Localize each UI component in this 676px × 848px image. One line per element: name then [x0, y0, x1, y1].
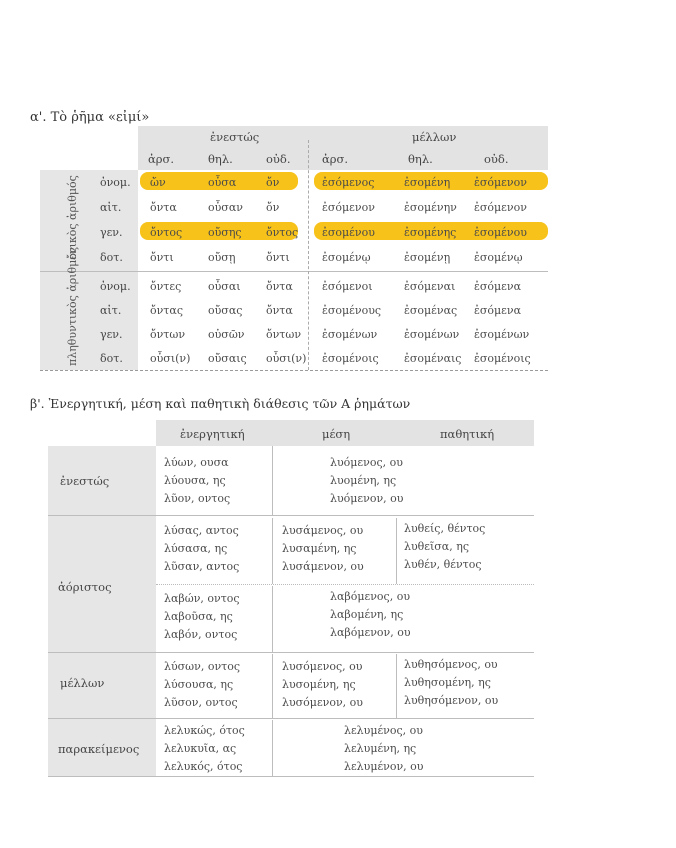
form-cell: λῦον, οντος	[164, 492, 231, 505]
form-cell: ἐσομένοις	[474, 352, 531, 365]
singular-label: ἑνικὸς ἀριθμός	[66, 175, 79, 260]
form-cell: ὤν	[150, 176, 166, 189]
case-label: αἰτ.	[100, 304, 122, 317]
form-cell: ἐσομένους	[322, 304, 382, 317]
form-cell: ἐσόμενα	[474, 304, 521, 317]
number-divider	[40, 271, 548, 272]
gender-header: ἀρσ.	[148, 152, 175, 166]
form-cell: λυσαμένη, ης	[282, 542, 357, 555]
form-cell: λύσασα, ης	[164, 542, 228, 555]
form-cell: λυσάμενον, ου	[282, 560, 364, 573]
form-cell: λυθείς, θέντος	[404, 522, 486, 535]
form-cell: ἐσομένοις	[322, 352, 379, 365]
form-cell: ἐσομένας	[404, 304, 458, 317]
form-cell: λυόμενον, ου	[330, 492, 404, 505]
present-header: ἐνεστώς	[210, 130, 260, 144]
form-cell: λυσάμενος, ου	[282, 524, 364, 537]
col-divider	[396, 518, 397, 584]
table-bottom-rule	[40, 370, 548, 371]
form-cell: ἐσομένου	[474, 226, 527, 239]
case-label: δοτ.	[100, 352, 123, 365]
form-cell: λελυμένος, ου	[344, 724, 423, 737]
form-cell: ἐσομένων	[404, 328, 460, 341]
case-label: ὀνομ.	[100, 280, 131, 293]
active-header: ἐνεργητική	[180, 427, 245, 441]
row-divider	[48, 718, 534, 719]
form-cell: ἐσόμεναι	[404, 280, 456, 293]
form-cell: ὄντας	[150, 304, 183, 317]
plural-label: πληθυντικὸς ἀριθμός	[66, 246, 79, 366]
form-cell: οὖσαν	[208, 201, 243, 214]
col-divider	[272, 518, 273, 584]
form-cell: ὄντος	[150, 226, 183, 239]
form-cell: ὄντος	[266, 226, 299, 239]
form-cell: οὔσαις	[208, 352, 247, 365]
form-cell: λύσας, αντος	[164, 524, 239, 537]
form-cell: ἐσομένης	[404, 226, 457, 239]
tense-perfect-label: παρακείμενος	[58, 742, 140, 756]
future-header: μέλλων	[412, 130, 457, 144]
form-cell: οὖσα	[208, 176, 237, 189]
form-cell: ἐσομένῳ	[322, 251, 371, 264]
form-cell: λαβών, οντος	[164, 592, 240, 605]
form-cell: ὄντα	[266, 280, 293, 293]
form-cell: ἐσομένῳ	[474, 251, 523, 264]
form-cell: λυσόμενον, ου	[282, 696, 363, 709]
form-cell: λαβοῦσα, ης	[164, 610, 233, 623]
form-cell: λελυμένη, ης	[344, 742, 417, 755]
section-a-title: α'. Τὸ ῥῆμα «εἰμί»	[30, 110, 150, 125]
col-divider	[272, 654, 273, 718]
case-label: αἰτ.	[100, 201, 122, 214]
form-cell: ὄντι	[266, 251, 290, 264]
tense-present-label: ἐνεστώς	[60, 474, 110, 488]
col-divider	[272, 446, 273, 516]
form-cell: ἐσομένου	[322, 226, 375, 239]
section-b-title: β'. Ἐνεργητική, μέση καὶ παθητικὴ διάθεσις τῶν Α ῥημάτων	[30, 396, 411, 411]
tense-aorist-label: ἀόριστος	[58, 580, 112, 594]
form-cell: ἐσομένην	[404, 201, 457, 214]
form-cell: οὔσης	[208, 226, 242, 239]
passive-header: παθητική	[440, 427, 495, 441]
form-cell: λαβόμενος, ου	[330, 590, 411, 603]
form-cell: λυθησομένη, ης	[404, 676, 491, 689]
form-cell: οὔσῃ	[208, 251, 236, 264]
present-future-divider	[308, 140, 309, 370]
form-cell: ὄντα	[266, 304, 293, 317]
table-bottom-rule	[48, 776, 534, 777]
form-cell: ὄν	[266, 201, 280, 214]
tense-future-label: μέλλων	[60, 676, 105, 690]
form-cell: λυθησόμενος, ου	[404, 658, 498, 671]
form-cell: ἐσόμενον	[474, 176, 527, 189]
col-divider	[272, 586, 273, 652]
form-cell: ἐσομένων	[474, 328, 530, 341]
case-label: γεν.	[100, 226, 123, 239]
form-cell: λύουσα, ης	[164, 474, 226, 487]
form-cell: οὖσαι	[208, 280, 241, 293]
form-cell: ὄντες	[150, 280, 182, 293]
col-divider	[272, 720, 273, 776]
form-cell: λυομένη, ης	[330, 474, 397, 487]
form-cell: ἐσόμενον	[474, 201, 527, 214]
gender-header: θηλ.	[208, 152, 233, 166]
case-label: γεν.	[100, 328, 123, 341]
case-label: δοτ.	[100, 251, 123, 264]
form-cell: λαβομένη, ης	[330, 608, 404, 621]
row-divider	[48, 652, 534, 653]
form-cell: λυθέν, θέντος	[404, 558, 482, 571]
form-cell: ἐσομένῃ	[404, 251, 451, 264]
row-divider	[156, 584, 534, 585]
gender-header: θηλ.	[408, 152, 433, 166]
form-cell: λυθεῖσα, ης	[404, 540, 469, 553]
form-cell: ἐσομέναις	[404, 352, 462, 365]
form-cell: οὐσῶν	[208, 328, 245, 341]
form-cell: λελυμένον, ου	[344, 760, 424, 773]
form-cell: λύσουσα, ης	[164, 678, 234, 691]
form-cell: ἐσόμενον	[322, 201, 375, 214]
middle-header: μέση	[322, 427, 351, 441]
form-cell: ὄν	[266, 176, 280, 189]
form-cell: ὄντων	[150, 328, 186, 341]
form-cell: οὖσι(ν)	[266, 352, 307, 365]
section-b-label-band	[48, 446, 156, 776]
row-divider	[48, 515, 534, 516]
form-cell: λελυκός, ότος	[164, 760, 243, 773]
form-cell: οὖσι(ν)	[150, 352, 191, 365]
gender-header: οὐδ.	[484, 152, 509, 166]
form-cell: οὔσας	[208, 304, 243, 317]
form-cell: ἐσόμενα	[474, 280, 521, 293]
form-cell: ἐσόμενοι	[322, 280, 373, 293]
form-cell: λύων, ουσα	[164, 456, 229, 469]
form-cell: λυόμενος, ου	[330, 456, 403, 469]
form-cell: λυσόμενος, ου	[282, 660, 363, 673]
form-cell: λύσων, οντος	[164, 660, 240, 673]
form-cell: ὄντι	[150, 251, 174, 264]
gender-header: οὐδ.	[266, 152, 291, 166]
form-cell: λαβόν, οντος	[164, 628, 238, 641]
section-a-label-band	[40, 170, 138, 370]
case-label: ὀνομ.	[100, 176, 131, 189]
form-cell: λαβόμενον, ου	[330, 626, 411, 639]
form-cell: ὄντα	[150, 201, 177, 214]
form-cell: λῦσαν, αντος	[164, 560, 240, 573]
form-cell: λυθησόμενον, ου	[404, 694, 499, 707]
form-cell: ἐσομένων	[322, 328, 378, 341]
gender-header: ἀρσ.	[322, 152, 349, 166]
form-cell: ὄντων	[266, 328, 302, 341]
form-cell: λῦσον, οντος	[164, 696, 238, 709]
form-cell: ἐσομένη	[404, 176, 451, 189]
form-cell: λυσομένη, ης	[282, 678, 356, 691]
col-divider	[396, 654, 397, 718]
form-cell: ἐσόμενος	[322, 176, 375, 189]
form-cell: λελυκώς, ότος	[164, 724, 245, 737]
form-cell: λελυκυῖα, ας	[164, 742, 237, 755]
